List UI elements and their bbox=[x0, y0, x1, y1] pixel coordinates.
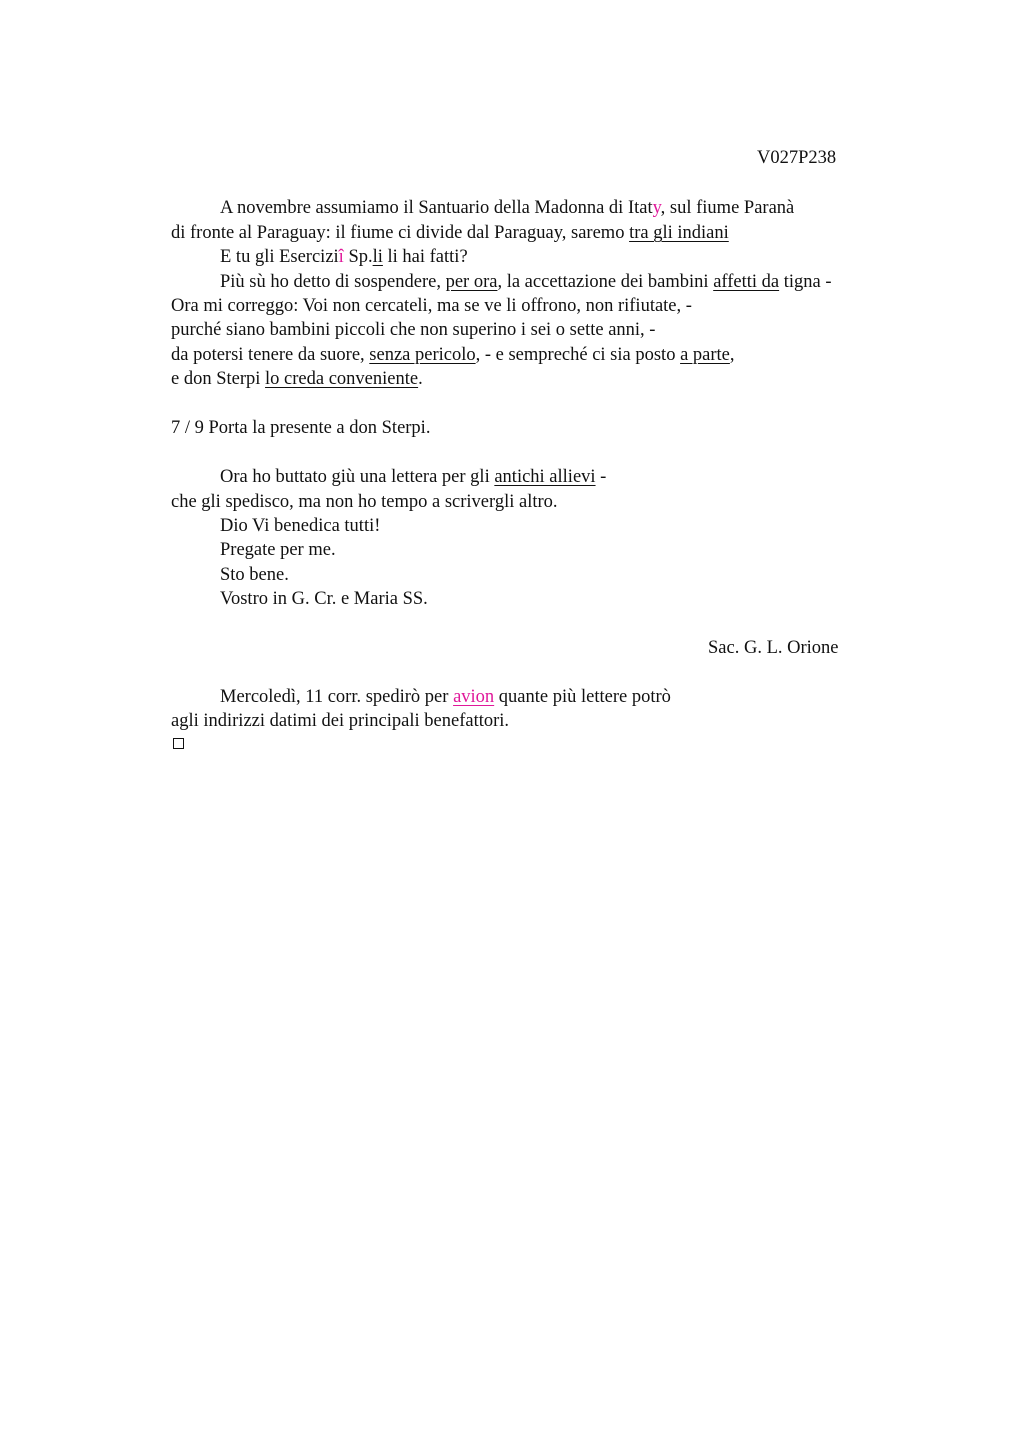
underlined-lo-creda-conveniente: lo creda conveniente bbox=[265, 369, 419, 389]
signature: Sac. G. L. Orione bbox=[708, 638, 839, 658]
underlined-senza-pericolo: senza pericolo bbox=[369, 345, 476, 365]
postscript-line2: agli indirizzi datimi dei principali benefattori. bbox=[171, 711, 510, 731]
para1-line3: E tu gli Eserciziî Sp.li li hai fatti? bbox=[220, 247, 468, 267]
postscript-line1: Mercoledì, 11 corr. spedirò per avion quante più lettere potrò bbox=[220, 687, 671, 707]
highlight-avion: avion bbox=[453, 687, 495, 707]
para2-line2: che gli spedisco, ma non ho tempo a scrivergli altro. bbox=[171, 492, 558, 512]
para1-line7: da potersi tenere da suore, senza pericolo, - e sempreché ci sia posto a parte, bbox=[171, 345, 735, 365]
para2-line5: Sto bene. bbox=[220, 565, 289, 585]
para1-line2: di fronte al Paraguay: il fiume ci divide dal Paraguay, saremo tra gli indiani bbox=[171, 223, 729, 243]
underlined-li: li bbox=[372, 247, 383, 267]
para2-line4: Pregate per me. bbox=[220, 540, 336, 560]
para2-line3: Dio Vi benedica tutti! bbox=[220, 516, 381, 536]
para1-line1: A novembre assumiamo il Santuario della Madonna di Itaty, sul fiume Paranà bbox=[220, 198, 795, 218]
underlined-antichi-allievi: antichi allievi bbox=[494, 467, 596, 487]
para2-line6: Vostro in G. Cr. e Maria SS. bbox=[220, 589, 428, 609]
underlined-tra-gli-indiani: tra gli indiani bbox=[629, 223, 729, 243]
note-line: 7 / 9 Porta la presente a don Sterpi. bbox=[171, 418, 431, 438]
para1-line8: e don Sterpi lo creda conveniente. bbox=[171, 369, 423, 389]
highlight-accent: î bbox=[338, 247, 344, 267]
highlight-y: y bbox=[652, 198, 661, 218]
para2-line1: Ora ho buttato giù una lettera per gli antichi allievi - bbox=[220, 467, 607, 487]
checkbox-square-icon bbox=[173, 738, 184, 749]
para1-line4: Più sù ho detto di sospendere, per ora, la accettazione dei bambini affetti da tigna - bbox=[220, 272, 832, 292]
underlined-a-parte: a parte bbox=[680, 345, 730, 365]
page-code: V027P238 bbox=[757, 148, 837, 168]
para1-line5: Ora mi correggo: Voi non cercateli, ma se ve li offrono, non rifiutate, - bbox=[171, 296, 692, 316]
underlined-affetti-da: affetti da bbox=[713, 272, 780, 292]
para1-line6: purché siano bambini piccoli che non superino i sei o sette anni, - bbox=[171, 320, 656, 340]
underlined-per-ora: per ora bbox=[445, 272, 498, 292]
